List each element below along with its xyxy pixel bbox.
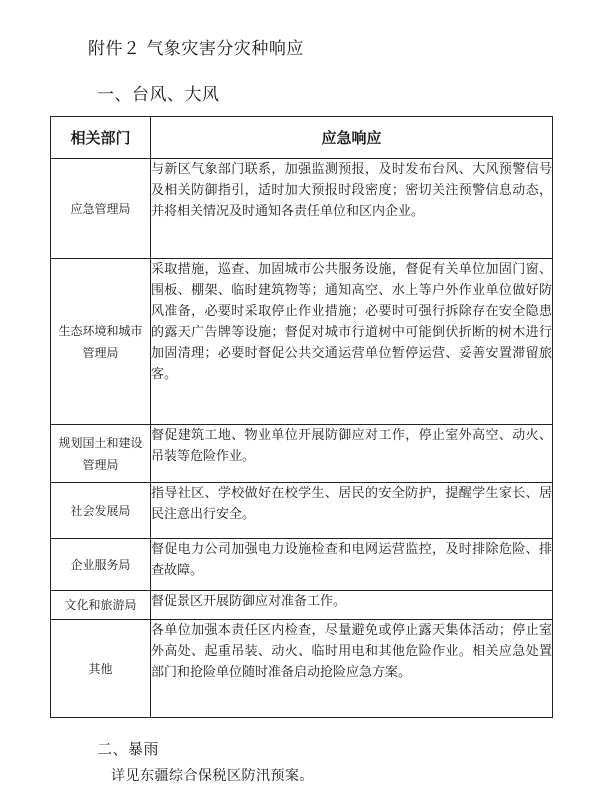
table-row	[51, 539, 553, 591]
table-row	[51, 483, 553, 539]
department-cell: 其他	[51, 620, 151, 718]
response-cell: 督促电力公司加强电力设施检查和电网运营监控，及时排除危险、排查故障。	[151, 539, 553, 591]
table-row	[51, 259, 553, 425]
department-cell: 社会发展局	[51, 483, 151, 539]
table-row	[51, 159, 553, 259]
section-rainstorm-text: 详见东疆综合保税区防汛预案。	[111, 768, 314, 784]
table-row	[51, 620, 553, 718]
department-cell: 企业服务局	[51, 539, 151, 591]
table-row	[51, 425, 553, 483]
section-heading-rainstorm: 二、暴雨	[97, 740, 160, 758]
department-cell: 应急管理局	[51, 159, 151, 259]
response-cell: 督促景区开展防御应对准备工作。	[151, 591, 553, 620]
section-heading-typhoon: 一、台风、大风	[97, 85, 220, 105]
attachment-title: 附件２ 气象灾害分灾种响应	[88, 39, 304, 59]
department-cell: 生态环境和城市管理局	[51, 259, 151, 425]
response-cell: 各单位加强本责任区内检查，尽量避免或停止露天集体活动；停止室外高处、起重吊装、动火、临时用电和其他危险作业。相关应急处置部门和抢险单位随时准备启动抢险应急方案。	[151, 620, 553, 718]
response-cell: 与新区气象部门联系，加强监测预报，及时发布台风、大风预警信号及相关防御指引，适时加大预报时段密度；密切关注预警信息动态，并将相关情况及时通知各责任单位和区内企业。	[151, 159, 553, 259]
department-cell: 文化和旅游局	[51, 591, 151, 620]
header-department: 相关部门	[51, 117, 151, 159]
response-cell: 采取措施，巡查、加固城市公共服务设施，督促有关单位加固门窗、围板、棚架、临时建筑物等；通知高空、水上等户外作业单位做好防风准备，必要时采取停止作业措施；必要时可强行拆除存在安全隐患的露天广告牌等设施；督促对城市行道树中可能倒伏折断的树木进行加固清理；必要时督促公共交通运营单位暂停运营、妥善安置滞留旅客。	[151, 259, 553, 425]
response-cell: 指导社区、学校做好在校学生、居民的安全防护，提醒学生家长、居民注意出行安全。	[151, 483, 553, 539]
department-cell: 规划国土和建设管理局	[51, 425, 151, 483]
response-table	[50, 116, 553, 718]
table-header-row	[51, 117, 553, 159]
response-cell: 督促建筑工地、物业单位开展防御应对工作，停止室外高空、动火、吊装等危险作业。	[151, 425, 553, 483]
header-response: 应急响应	[151, 117, 553, 159]
table-row	[51, 591, 553, 620]
